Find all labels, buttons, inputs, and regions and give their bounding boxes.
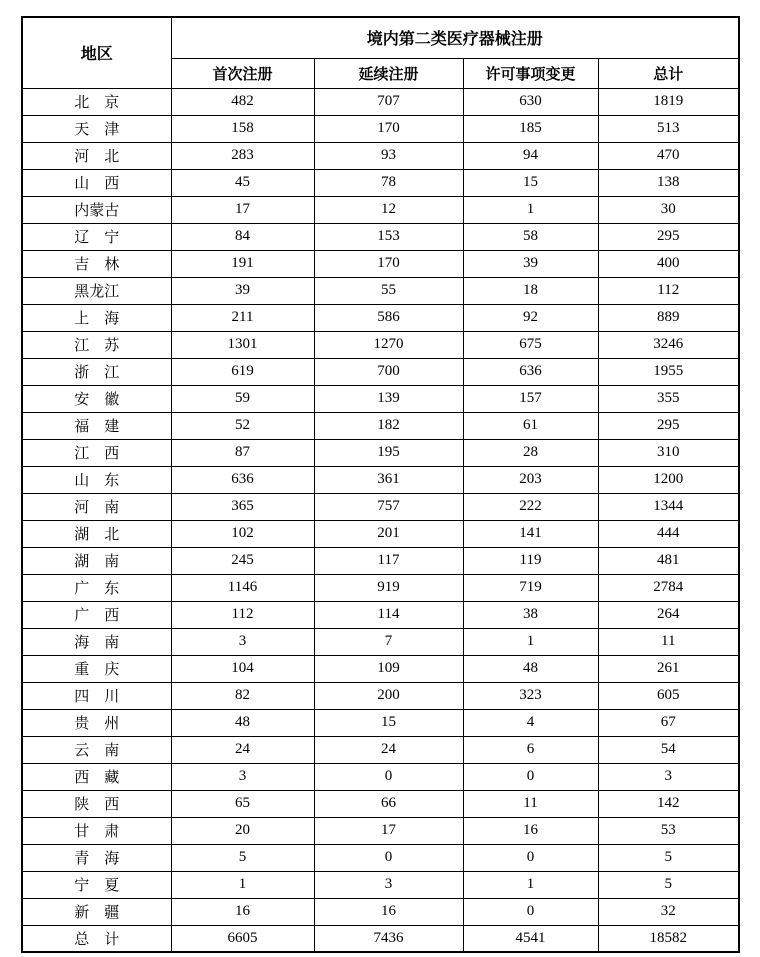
value-cell: 283 xyxy=(171,142,314,169)
table-row xyxy=(22,736,739,763)
value-cell: 12 xyxy=(314,196,463,223)
value-cell: 16 xyxy=(314,898,463,925)
region-cell: 陕 西 xyxy=(22,790,171,817)
value-cell: 65 xyxy=(171,790,314,817)
value-cell: 481 xyxy=(598,547,739,574)
region-cell: 内蒙古 xyxy=(22,196,171,223)
table-row xyxy=(22,709,739,736)
table-row xyxy=(22,466,739,493)
table-row xyxy=(22,250,739,277)
region-cell: 江 西 xyxy=(22,439,171,466)
value-cell: 58 xyxy=(463,223,598,250)
value-cell: 707 xyxy=(314,88,463,115)
value-cell: 719 xyxy=(463,574,598,601)
value-cell: 295 xyxy=(598,412,739,439)
value-cell: 355 xyxy=(598,385,739,412)
value-cell: 365 xyxy=(171,493,314,520)
value-cell: 1270 xyxy=(314,331,463,358)
value-cell: 1146 xyxy=(171,574,314,601)
value-cell: 139 xyxy=(314,385,463,412)
value-cell: 170 xyxy=(314,115,463,142)
value-cell: 513 xyxy=(598,115,739,142)
value-cell: 400 xyxy=(598,250,739,277)
value-cell: 619 xyxy=(171,358,314,385)
table-row xyxy=(22,169,739,196)
value-cell: 482 xyxy=(171,88,314,115)
value-cell: 4 xyxy=(463,709,598,736)
region-cell: 贵 州 xyxy=(22,709,171,736)
region-cell: 辽 宁 xyxy=(22,223,171,250)
value-cell: 0 xyxy=(463,763,598,790)
region-cell: 西 藏 xyxy=(22,763,171,790)
value-cell: 67 xyxy=(598,709,739,736)
value-cell: 24 xyxy=(171,736,314,763)
value-cell: 78 xyxy=(314,169,463,196)
table-row xyxy=(22,871,739,898)
table-row xyxy=(22,844,739,871)
table-row xyxy=(22,304,739,331)
value-cell: 15 xyxy=(314,709,463,736)
table-row xyxy=(22,898,739,925)
value-cell: 200 xyxy=(314,682,463,709)
table-row xyxy=(22,412,739,439)
value-cell: 264 xyxy=(598,601,739,628)
value-cell: 11 xyxy=(598,628,739,655)
value-cell: 0 xyxy=(314,844,463,871)
region-cell: 吉 林 xyxy=(22,250,171,277)
value-cell: 201 xyxy=(314,520,463,547)
column-header: 首次注册 xyxy=(171,58,314,88)
value-cell: 6 xyxy=(463,736,598,763)
value-cell: 39 xyxy=(171,277,314,304)
value-cell: 757 xyxy=(314,493,463,520)
value-cell: 0 xyxy=(463,898,598,925)
table-row xyxy=(22,790,739,817)
column-header: 许可事项变更 xyxy=(463,58,598,88)
table-row xyxy=(22,601,739,628)
value-cell: 3 xyxy=(171,763,314,790)
table-row xyxy=(22,574,739,601)
value-cell: 117 xyxy=(314,547,463,574)
value-cell: 61 xyxy=(463,412,598,439)
value-cell: 52 xyxy=(171,412,314,439)
table-row xyxy=(22,682,739,709)
table-row xyxy=(22,547,739,574)
value-cell: 59 xyxy=(171,385,314,412)
region-cell: 安 徽 xyxy=(22,385,171,412)
value-cell: 3 xyxy=(314,871,463,898)
value-cell: 630 xyxy=(463,88,598,115)
region-cell: 浙 江 xyxy=(22,358,171,385)
value-cell: 45 xyxy=(171,169,314,196)
value-cell: 203 xyxy=(463,466,598,493)
value-cell: 7 xyxy=(314,628,463,655)
table-row xyxy=(22,628,739,655)
value-cell: 93 xyxy=(314,142,463,169)
value-cell: 157 xyxy=(463,385,598,412)
value-cell: 3 xyxy=(171,628,314,655)
value-cell: 675 xyxy=(463,331,598,358)
value-cell: 114 xyxy=(314,601,463,628)
table-row xyxy=(22,385,739,412)
value-cell: 1819 xyxy=(598,88,739,115)
region-cell: 重 庆 xyxy=(22,655,171,682)
value-cell: 32 xyxy=(598,898,739,925)
value-cell: 444 xyxy=(598,520,739,547)
value-cell: 141 xyxy=(463,520,598,547)
table-row xyxy=(22,925,739,952)
value-cell: 7436 xyxy=(314,925,463,952)
value-cell: 1955 xyxy=(598,358,739,385)
region-cell: 河 北 xyxy=(22,142,171,169)
value-cell: 211 xyxy=(171,304,314,331)
value-cell: 1301 xyxy=(171,331,314,358)
value-cell: 17 xyxy=(314,817,463,844)
region-cell: 山 东 xyxy=(22,466,171,493)
value-cell: 38 xyxy=(463,601,598,628)
table-row xyxy=(22,655,739,682)
value-cell: 195 xyxy=(314,439,463,466)
region-cell: 北 京 xyxy=(22,88,171,115)
value-cell: 919 xyxy=(314,574,463,601)
value-cell: 889 xyxy=(598,304,739,331)
table-row xyxy=(22,493,739,520)
value-cell: 16 xyxy=(171,898,314,925)
value-cell: 6605 xyxy=(171,925,314,952)
value-cell: 109 xyxy=(314,655,463,682)
region-cell: 上 海 xyxy=(22,304,171,331)
value-cell: 605 xyxy=(598,682,739,709)
value-cell: 16 xyxy=(463,817,598,844)
table-row xyxy=(22,115,739,142)
table-row xyxy=(22,331,739,358)
value-cell: 4541 xyxy=(463,925,598,952)
region-cell: 新 疆 xyxy=(22,898,171,925)
value-cell: 82 xyxy=(171,682,314,709)
registration-table xyxy=(21,16,740,953)
value-cell: 261 xyxy=(598,655,739,682)
region-cell: 总 计 xyxy=(22,925,171,952)
table-row xyxy=(22,358,739,385)
group-header: 境内第二类医疗器械注册 xyxy=(171,17,739,58)
table-header xyxy=(22,17,739,88)
value-cell: 191 xyxy=(171,250,314,277)
table-row xyxy=(22,817,739,844)
region-cell: 甘 肃 xyxy=(22,817,171,844)
column-header: 延续注册 xyxy=(314,58,463,88)
value-cell: 87 xyxy=(171,439,314,466)
table-row xyxy=(22,277,739,304)
value-cell: 84 xyxy=(171,223,314,250)
value-cell: 94 xyxy=(463,142,598,169)
value-cell: 0 xyxy=(463,844,598,871)
value-cell: 17 xyxy=(171,196,314,223)
value-cell: 5 xyxy=(171,844,314,871)
value-cell: 586 xyxy=(314,304,463,331)
value-cell: 470 xyxy=(598,142,739,169)
region-column-header: 地区 xyxy=(22,17,171,88)
region-cell: 四 川 xyxy=(22,682,171,709)
value-cell: 15 xyxy=(463,169,598,196)
value-cell: 48 xyxy=(171,709,314,736)
value-cell: 700 xyxy=(314,358,463,385)
region-cell: 福 建 xyxy=(22,412,171,439)
table-row xyxy=(22,223,739,250)
value-cell: 1344 xyxy=(598,493,739,520)
value-cell: 636 xyxy=(171,466,314,493)
table-body xyxy=(22,88,739,952)
value-cell: 28 xyxy=(463,439,598,466)
value-cell: 92 xyxy=(463,304,598,331)
region-cell: 云 南 xyxy=(22,736,171,763)
value-cell: 39 xyxy=(463,250,598,277)
value-cell: 2784 xyxy=(598,574,739,601)
value-cell: 3 xyxy=(598,763,739,790)
value-cell: 1 xyxy=(463,196,598,223)
value-cell: 142 xyxy=(598,790,739,817)
table-row xyxy=(22,763,739,790)
region-cell: 湖 南 xyxy=(22,547,171,574)
value-cell: 170 xyxy=(314,250,463,277)
value-cell: 102 xyxy=(171,520,314,547)
table-row xyxy=(22,439,739,466)
value-cell: 11 xyxy=(463,790,598,817)
value-cell: 119 xyxy=(463,547,598,574)
column-header: 总计 xyxy=(598,58,739,88)
value-cell: 138 xyxy=(598,169,739,196)
value-cell: 222 xyxy=(463,493,598,520)
value-cell: 153 xyxy=(314,223,463,250)
value-cell: 30 xyxy=(598,196,739,223)
region-cell: 山 西 xyxy=(22,169,171,196)
value-cell: 48 xyxy=(463,655,598,682)
region-cell: 青 海 xyxy=(22,844,171,871)
table-row xyxy=(22,88,739,115)
value-cell: 24 xyxy=(314,736,463,763)
value-cell: 323 xyxy=(463,682,598,709)
value-cell: 3246 xyxy=(598,331,739,358)
region-cell: 宁 夏 xyxy=(22,871,171,898)
region-cell: 天 津 xyxy=(22,115,171,142)
value-cell: 295 xyxy=(598,223,739,250)
value-cell: 1 xyxy=(463,628,598,655)
value-cell: 1 xyxy=(463,871,598,898)
region-cell: 河 南 xyxy=(22,493,171,520)
value-cell: 1 xyxy=(171,871,314,898)
value-cell: 310 xyxy=(598,439,739,466)
value-cell: 112 xyxy=(171,601,314,628)
value-cell: 185 xyxy=(463,115,598,142)
value-cell: 182 xyxy=(314,412,463,439)
value-cell: 53 xyxy=(598,817,739,844)
header-row-top xyxy=(22,17,739,58)
table-row xyxy=(22,196,739,223)
registration-table-container xyxy=(21,16,740,953)
value-cell: 112 xyxy=(598,277,739,304)
value-cell: 5 xyxy=(598,871,739,898)
value-cell: 18582 xyxy=(598,925,739,952)
value-cell: 361 xyxy=(314,466,463,493)
region-cell: 海 南 xyxy=(22,628,171,655)
value-cell: 20 xyxy=(171,817,314,844)
table-row xyxy=(22,520,739,547)
region-cell: 黑龙江 xyxy=(22,277,171,304)
value-cell: 5 xyxy=(598,844,739,871)
value-cell: 0 xyxy=(314,763,463,790)
region-cell: 湖 北 xyxy=(22,520,171,547)
value-cell: 55 xyxy=(314,277,463,304)
value-cell: 1200 xyxy=(598,466,739,493)
region-cell: 广 东 xyxy=(22,574,171,601)
value-cell: 158 xyxy=(171,115,314,142)
value-cell: 104 xyxy=(171,655,314,682)
value-cell: 636 xyxy=(463,358,598,385)
table-row xyxy=(22,142,739,169)
value-cell: 54 xyxy=(598,736,739,763)
region-cell: 江 苏 xyxy=(22,331,171,358)
value-cell: 245 xyxy=(171,547,314,574)
value-cell: 66 xyxy=(314,790,463,817)
region-cell: 广 西 xyxy=(22,601,171,628)
value-cell: 18 xyxy=(463,277,598,304)
